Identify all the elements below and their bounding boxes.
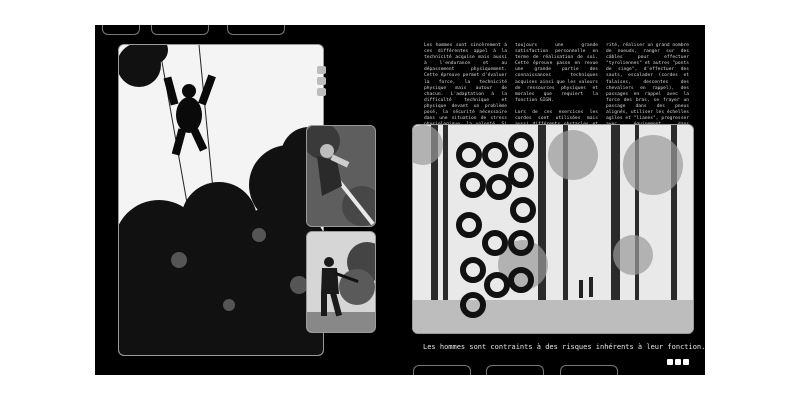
edge-tab-1 xyxy=(317,66,326,74)
tyre-obstacle-image xyxy=(413,125,693,333)
edge-tab-2 xyxy=(317,77,326,85)
soldier-image xyxy=(307,232,375,332)
photo-soldier xyxy=(306,231,376,333)
rope-grip-image xyxy=(307,126,375,226)
photo-tyre-obstacle xyxy=(412,124,694,334)
text-paragraph: Les hommes sont sincèrement à ces différentes appel à la technicité acquise mais aussi à l'endurance et au dépassement physiquement. Cette épreuve permet d'évaluer la force, la technicité physique mais autour de chacun. L'adaptation à la difficulté technique et physique devant un problème posé, la sécurité nécessaire dans une situation de stress xyxy=(424,43,507,122)
page-dot-1 xyxy=(667,359,673,365)
edge-tab-3 xyxy=(317,88,326,96)
photo-caption: Les hommes sont contraints à des risques inhérents à leur fonction. xyxy=(423,343,706,351)
text-paragraph: toujours une grande satisfaction personnelle en terme de réalisation de soi. Cette épreuve passe en revue une grande partie des connaissances techniques acquises ainsi que les valeurs de ressources physiques et morales que requiert la fonction GIGN. xyxy=(515,43,598,103)
page-dot-3 xyxy=(683,359,689,365)
edge-tabs xyxy=(317,66,326,96)
top-tab-1 xyxy=(102,25,140,35)
bottom-tab-1 xyxy=(413,365,471,375)
bottom-tab-2 xyxy=(486,365,544,375)
text-paragraph: rité, réaliser un grand nombre de noeuds, ranger sur des câbles pour effectuer "tyroliennes" et autres "ponts de singe", d'effectuer des sauts, escalader (cordes et falaises, descentes des chevaliers en rappel), des passages en rappel avec la force des bras, se frayer un passage dans des pneus alignés, utiliser les échelles agiles et "lianes", progresser xyxy=(606,43,689,122)
page-indicator xyxy=(667,359,689,365)
bottom-tab-3 xyxy=(560,365,618,375)
text-paragraph: Lors de ces exercices les cordes sont utilisées mais xyxy=(515,109,598,122)
page-dot-2 xyxy=(675,359,681,365)
top-tab-3 xyxy=(227,25,285,35)
rope-climber-image xyxy=(119,45,323,355)
photo-rope-climber xyxy=(118,44,324,356)
top-tab-2 xyxy=(151,25,209,35)
photo-rope-grip xyxy=(306,125,376,227)
